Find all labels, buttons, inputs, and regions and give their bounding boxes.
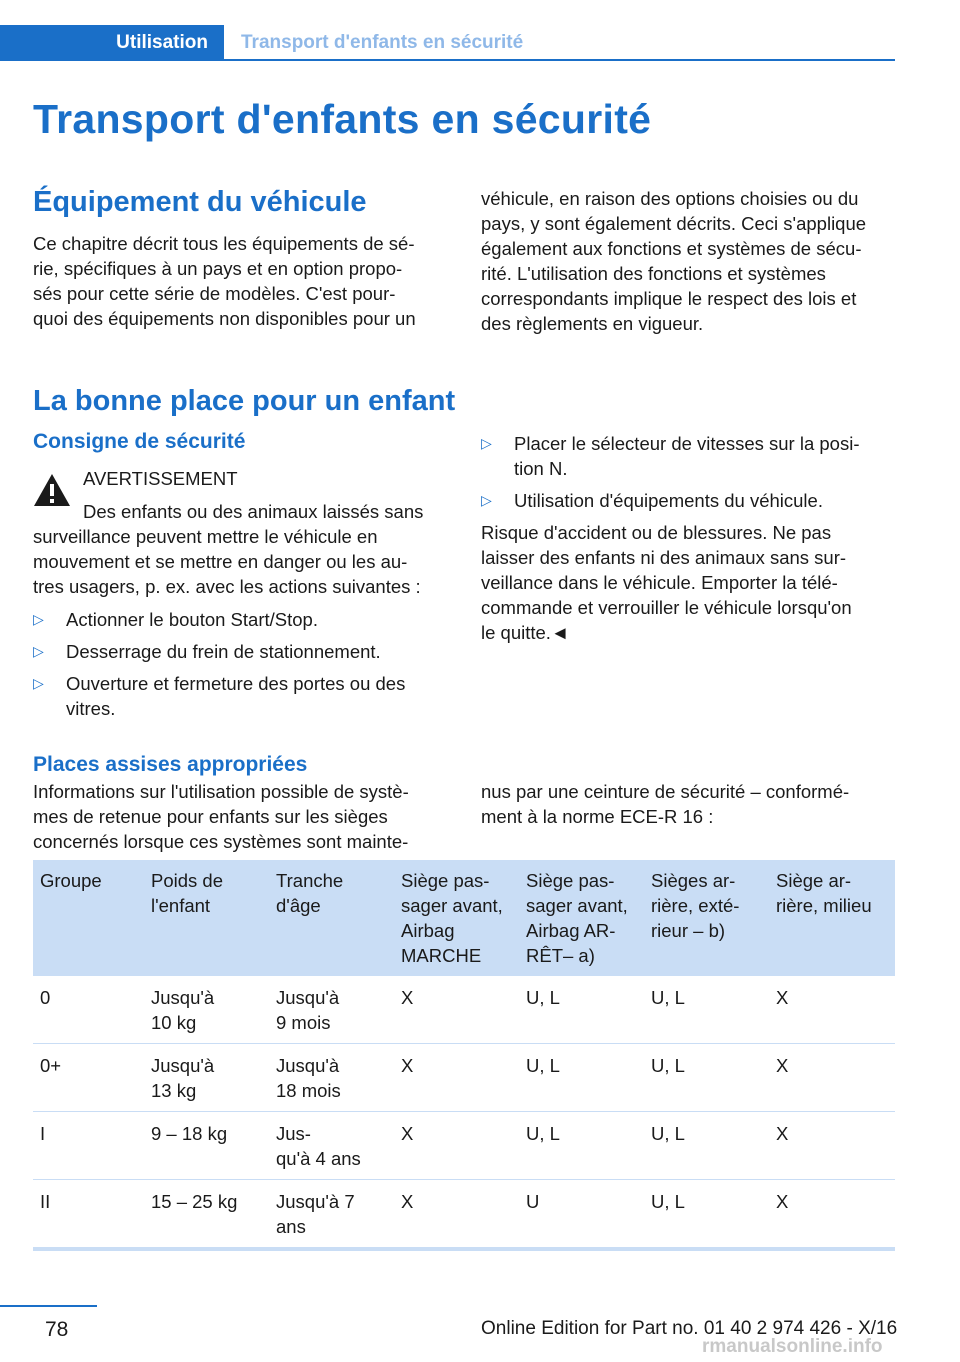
table-row — [33, 1112, 895, 1180]
table-cell: X — [394, 1044, 519, 1112]
bullet-triangle-icon: ▷ — [33, 643, 44, 659]
table-cell: Jusqu'à 9 mois — [269, 976, 394, 1044]
text-line: tres usagers, p. ex. avec les actions suivantes : — [33, 576, 421, 597]
equipment-heading: Équipement du véhicule — [33, 186, 367, 218]
table-cell: Jus‐ qu'à 4 ans — [269, 1112, 394, 1180]
table-cell: U, L — [644, 976, 769, 1044]
table-header-row — [33, 860, 895, 976]
text-line: Ce chapitre décrit tous les équipements de sé‐ — [33, 233, 415, 254]
text-line: quoi des équipements non disponibles pour un — [33, 308, 416, 329]
table-row — [33, 976, 895, 1044]
text-line: Actionner le bouton Start/Stop. — [66, 609, 318, 630]
table-cell: Jusqu'à 13 kg — [144, 1044, 269, 1112]
table-cell: X — [769, 1180, 895, 1250]
text-line: véhicule, en raison des options choisies ou du — [481, 188, 859, 209]
table-cell: X — [394, 1112, 519, 1180]
text-line: Utilisation d'équipements du véhicule. — [514, 490, 823, 511]
column-header: Siège pas‐ sager avant, Airbag AR‐ RÊT– a) — [519, 860, 644, 976]
text-line: mouvement et se mettre en danger ou les au‐ — [33, 551, 408, 572]
footer-rule — [0, 1305, 97, 1307]
text-line: mes de retenue pour enfants sur les sièges — [33, 806, 388, 827]
table-cell: U, L — [519, 1044, 644, 1112]
table-cell: U — [519, 1180, 644, 1250]
bullet-triangle-icon: ▷ — [481, 435, 492, 451]
table-cell: X — [769, 1112, 895, 1180]
table-row — [33, 1044, 895, 1112]
table-cell: U, L — [644, 1112, 769, 1180]
warning-intro — [33, 499, 423, 599]
table-cell: Jusqu'à 7 ans — [269, 1180, 394, 1250]
bullet-triangle-icon: ▷ — [33, 611, 44, 627]
bullet-triangle-icon: ▷ — [33, 675, 44, 691]
text-line: vitres. — [66, 698, 116, 719]
edition-note: Online Edition for Part no. 01 40 2 974 426 - X/16 — [481, 1318, 898, 1339]
table-cell: U, L — [644, 1180, 769, 1250]
table-cell: X — [769, 1044, 895, 1112]
column-header: Tranche d'âge — [269, 860, 394, 976]
column-header: Siège pas‐ sager avant, Airbag MARCHE — [394, 860, 519, 976]
text-line: surveillance peuvent mettre le véhicule en — [33, 526, 378, 547]
text-line: également aux fonctions et systèmes de sécu‐ — [481, 238, 862, 259]
table-cell: 0 — [33, 976, 144, 1044]
column-header: Sièges ar‐ rière, exté‐ rieur – b) — [644, 860, 769, 976]
table-cell: X — [394, 976, 519, 1044]
equipment-text-right — [481, 186, 866, 336]
table-cell: U, L — [519, 1112, 644, 1180]
safety-notice-heading: Consigne de sécurité — [33, 430, 246, 453]
table-cell: II — [33, 1180, 144, 1250]
text-line: Des enfants ou des animaux laissés sans — [83, 501, 424, 522]
risk-text — [481, 520, 852, 645]
text-line: laisser des enfants ni des animaux sans sur‐ — [481, 547, 847, 568]
table-cell: I — [33, 1112, 144, 1180]
text-line: tion N. — [514, 458, 568, 479]
text-line: concernés lorsque ces systèmes sont mainte‐ — [33, 831, 409, 852]
text-line: Informations sur l'utilisation possible de systè‐ — [33, 781, 409, 802]
text-line: des règlements en vigueur. — [481, 313, 704, 334]
column-header: Groupe — [33, 860, 144, 976]
child-place-heading: La bonne place pour un enfant — [33, 385, 456, 417]
table-cell: X — [769, 976, 895, 1044]
seats-text-left — [33, 779, 409, 854]
column-header: Siège ar‐ rière, milieu — [769, 860, 895, 976]
text-line: commande et verrouiller le véhicule lorsqu'on — [481, 597, 852, 618]
page-title: Transport d'enfants en sécurité — [33, 96, 652, 142]
column-header: Poids de l'enfant — [144, 860, 269, 976]
text-line: Placer le sélecteur de vitesses sur la posi‐ — [514, 433, 860, 454]
text-line: nus par une ceinture de sécurité – conformé‐ — [481, 781, 850, 802]
bullet-triangle-icon: ▷ — [481, 492, 492, 508]
text-line: veillance dans le véhicule. Emporter la télé‐ — [481, 572, 838, 593]
section-tab: Utilisation — [0, 25, 224, 61]
equipment-text-left — [33, 231, 416, 331]
watermark: rmanualsonline.info — [702, 1336, 883, 1357]
text-line: Desserrage du frein de stationnement. — [66, 641, 381, 662]
seats-text-right — [481, 779, 849, 829]
table-cell: X — [394, 1180, 519, 1250]
text-line: rie, spécifiques à un pays et en option propo‐ — [33, 258, 403, 279]
text-line: correspondants implique le respect des lois et — [481, 288, 857, 309]
page-number: 78 — [45, 1318, 69, 1341]
child-seat-table — [33, 860, 895, 1251]
table-row — [33, 1180, 895, 1250]
text-line: Risque d'accident ou de blessures. Ne pas — [481, 522, 832, 543]
breadcrumb: Transport d'enfants en sécurité — [241, 32, 524, 53]
warning-label: AVERTISSEMENT — [83, 468, 238, 489]
table-cell: Jusqu'à 18 mois — [269, 1044, 394, 1112]
text-line: le quitte.◄ — [481, 622, 570, 643]
table-cell: 15 – 25 kg — [144, 1180, 269, 1250]
page-header — [0, 25, 895, 61]
text-line: Ouverture et fermeture des portes ou des — [66, 673, 406, 694]
table-cell: U, L — [519, 976, 644, 1044]
table-cell: 9 – 18 kg — [144, 1112, 269, 1180]
text-line: ment à la norme ECE-R 16 : — [481, 806, 714, 827]
seats-heading: Places assises appropriées — [33, 753, 308, 776]
text-line: rité. L'utilisation des fonctions et systèmes — [481, 263, 826, 284]
text-line: sés pour cette série de modèles. C'est pour‐ — [33, 283, 396, 304]
table-cell: 0+ — [33, 1044, 144, 1112]
table-cell: U, L — [644, 1044, 769, 1112]
text-line: pays, y sont également décrits. Ceci s'applique — [481, 213, 867, 234]
table-cell: Jusqu'à 10 kg — [144, 976, 269, 1044]
